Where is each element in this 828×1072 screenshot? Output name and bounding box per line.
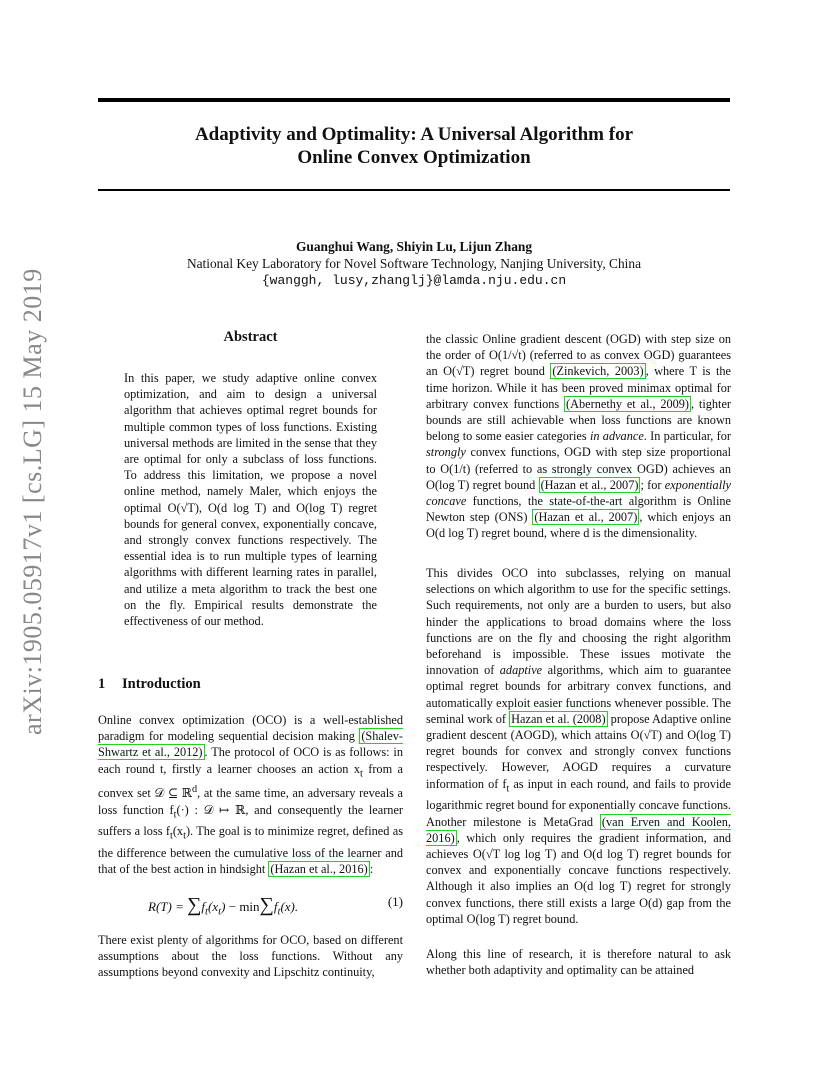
author-names: Guanghui Wang, Shiyin Lu, Lijun Zhang: [295, 239, 533, 254]
text-run: , where T is the time horizon. While it has been proved minimax optimal for arbitrary convex functions: [426, 364, 731, 411]
text-run: as input in each round, and fails to provide logarithmic regret bound for exponentially concave functions. Another milestone is MetaGrad: [426, 776, 731, 829]
intro-paragraph-2: [98, 932, 403, 981]
right-paragraph-2: This divides OCO into subclasses, relying on manual selections on which algorithm to use for the specific settings. Such requirements, not only are a burden to users, but also hinder the applications to broad domains where the loss functions are on the fly and choosing the right algorithm beforehand is impossible. These issues motivate the innovation of adaptive algorithms, which aim to guarantee optimal regret bounds for arbitrary convex functions, and automatically exploit easier functions whenever possible. The seminal work of Hazan et al. (2008) propose Adaptive online gradient descent (AOGD), which attains O(√T) and O(log T) regret bounds for convex and strongly convex functions respectively. However, AOGD requires a curvature information of $f_t$ as input in each round, and fails to provide logarithmic regret bound for exponentially concave functions. Another milestone is MetaGrad (van Erven and Koolen, 2016) , which only requires the gradient information, and achieves O(√T log log T) and O(d log T) regret bounds for convex and exponentially concave functions respectively. Although it also implies an O(d log T) regret for strongly convex functions, there still exists a large O(d) gap from the optimal O(log T) regret bound.: [426, 566, 731, 926]
citation-link[interactable]: Hazan et al. (2008): [511, 711, 606, 726]
text-run: , at the same time, an adversary reveals a loss function f: [98, 786, 403, 817]
section-heading: [98, 676, 201, 693]
equation-number: (1): [387, 894, 403, 909]
affiliation: National Key Laboratory for Novel Software Technology, Nanjing University, China: [186, 256, 642, 271]
title-line-1: Adaptivity and Optimality: A Universal Algorithm for: [194, 124, 634, 145]
author-block: [98, 238, 730, 289]
eq-term: f: [273, 899, 278, 914]
right-paragraph-3: [426, 946, 731, 978]
citation-link[interactable]: (Hazan et al., 2016): [270, 862, 368, 877]
abstract-heading: Abstract: [223, 329, 278, 345]
emphasis: strongly: [426, 445, 466, 460]
paragraph-text: There exist plenty of algorithms for OCO, based on different assumptions about the loss functions. Without any assumptions beyond convexity and Lipschitz continuity,: [98, 933, 403, 980]
text-run: propose Adaptive online gradient descent (AOGD), which attains O(√T) and O(log T) regret bounds for convex and strongly convex functions respectively. However, AOGD requires a curvature information of f: [426, 711, 731, 791]
citation-link[interactable]: (Hazan et al., 2007): [534, 510, 638, 525]
sum-symbol: ∑: [187, 894, 202, 916]
eq-term: f: [201, 899, 205, 914]
right-paragraph-1: [426, 331, 731, 542]
citation-link[interactable]: (van Erven and Koolen, 2016): [426, 814, 731, 845]
citation-link[interactable]: (Hazan et al., 2007): [540, 477, 639, 492]
text-run: . The protocol of OCO is as follows: in each round t, firstly a learner chooses an action x: [98, 745, 403, 776]
citation-link[interactable]: (Abernethy et al., 2009): [566, 396, 690, 411]
emphasis: exponentially concave: [426, 477, 731, 509]
equation-regret: [98, 882, 403, 922]
text-run: ; for: [640, 477, 665, 492]
text-run: :: [369, 862, 374, 877]
emphasis: in advance: [589, 429, 644, 444]
text-run: ). The goal is to minimize regret, defined as the difference between the cumulative loss of the learner and that of the best action in hindsight: [98, 824, 403, 877]
abstract-paragraph: In this paper, we study adaptive online convex optimization, and aim to design a universal algorithm that achieves optimal regret bounds for multiple common types of loss functions. Existing universal methods are limited in the sense that they are optimal for only a subclass of loss functions. To address this limitation, we propose a novel online method, namely Maler, which enjoys the optimal O(√T), O(d log T) and O(log T) regret bounds for general convex, exponentially concave, and strongly convex functions respectively. The essential idea is to run multiple types of learning algorithms with different learning rates in parallel, and utilize a meta algorithm to track the best one on the fly. Empirical results demonstrate the effectiveness of our method.: [124, 371, 377, 629]
text-run: , tighter bounds are still achievable when loss functions are known belong to some easier categories: [426, 396, 732, 444]
arxiv-identifier[interactable]: arXiv:1905.05917v1 [cs.LG] 15 May 2019: [18, 268, 47, 735]
abstract-text: [124, 370, 377, 629]
text-run: , which enjoys an O(d log T) regret bound, where d is the dimensionality.: [426, 510, 731, 541]
section-title: Introduction: [122, 676, 201, 692]
text-run: Online convex optimization (OCO) is a well-established paradigm for modeling sequential decision making: [98, 713, 403, 744]
text-run: convex functions, OGD with step size proportional to O(1/t) (referred to as strongly convex OGD) achieves an O(log T) regret bound: [426, 445, 731, 492]
text-run: (·) : 𝒟 ↦ ℝ, and consequently the learner suffers a loss f: [98, 802, 404, 839]
sum-symbol: ∑: [259, 894, 274, 916]
text-run: the classic Online gradient descent (OGD) with step size on the order of O(1/√t) (referred to as convex OGD) guarantees an O(√T) regret bound: [426, 332, 731, 379]
text-run: This divides OCO into subclasses, relying on manual selections on which algorithm to use for the specific settings. Such requirements, not only are a burden to users, but also hinder the applications to broad domains where the loss functions are on the fly and choosing the right algorithm beforehand is impossible. These issues motivate the innovation of: [426, 566, 731, 678]
text-run: algorithms, which aim to guarantee optimal regret bounds for arbitrary convex functions, and automatically exploit easier functions whenever possible. The seminal work of: [426, 663, 731, 726]
eq-lhs: R(T) =: [148, 899, 188, 914]
author-email[interactable]: {wanggh, lusy,zhanglj}@lamda.nju.edu.cn: [261, 273, 567, 288]
title-rule: [98, 189, 730, 191]
text-run: functions, the state-of-the-art algorithm is Online Newton step (ONS): [426, 494, 731, 525]
top-rule: [98, 98, 730, 102]
intro-paragraph-1: Online convex optimization (OCO) is a well-established paradigm for modeling sequential decision making (Shalev-Shwartz et al., 2012) . The protocol of OCO is as follows: in each round t, firstly a learner chooses an action $x_t$ from a convex set 𝒟 ⊆ ℝ$^d$, at the same time, an adversary reveals a loss function $f_t(\cdot)$ : 𝒟 ↦ ℝ, and consequently the learner suffers a loss $f_t(x_t)$. The goal is to minimize regret, defined as the difference between the cumulative loss of the learner and that of the best action in hindsight (Hazan et al., 2016) :: [98, 713, 404, 877]
citation-link[interactable]: (Shalev-Shwartz et al., 2012): [98, 729, 403, 760]
eq-min: − min: [225, 899, 260, 914]
emphasis: adaptive: [499, 663, 543, 678]
title-line-2: Online Convex Optimization: [297, 147, 531, 168]
text-run: , which only requires the gradient information, and achieves O(√T log log T) and O(d log T) regret bounds for convex and exponentially concave functions respectively. Although it also implies an O(d log T) regret for strongly convex functions, there still exists a large O(d) gap from the optimal O(log T) regret bound.: [426, 830, 731, 926]
text-run: from a convex set 𝒟 ⊆ ℝ: [98, 761, 404, 801]
section-number: 1: [98, 676, 106, 692]
paragraph-text: Along this line of research, it is therefore natural to ask whether both adaptivity and optimality can be attained: [426, 947, 731, 978]
text-run: (x: [172, 824, 184, 839]
equation-body: $R(T) = \sum f_t(x_t) - \min\sum f_t(x)$.: [148, 894, 299, 918]
citation-link[interactable]: (Zinkevich, 2003): [552, 364, 644, 379]
paper-title: [98, 123, 730, 169]
text-run: . In particular, for: [643, 429, 731, 444]
